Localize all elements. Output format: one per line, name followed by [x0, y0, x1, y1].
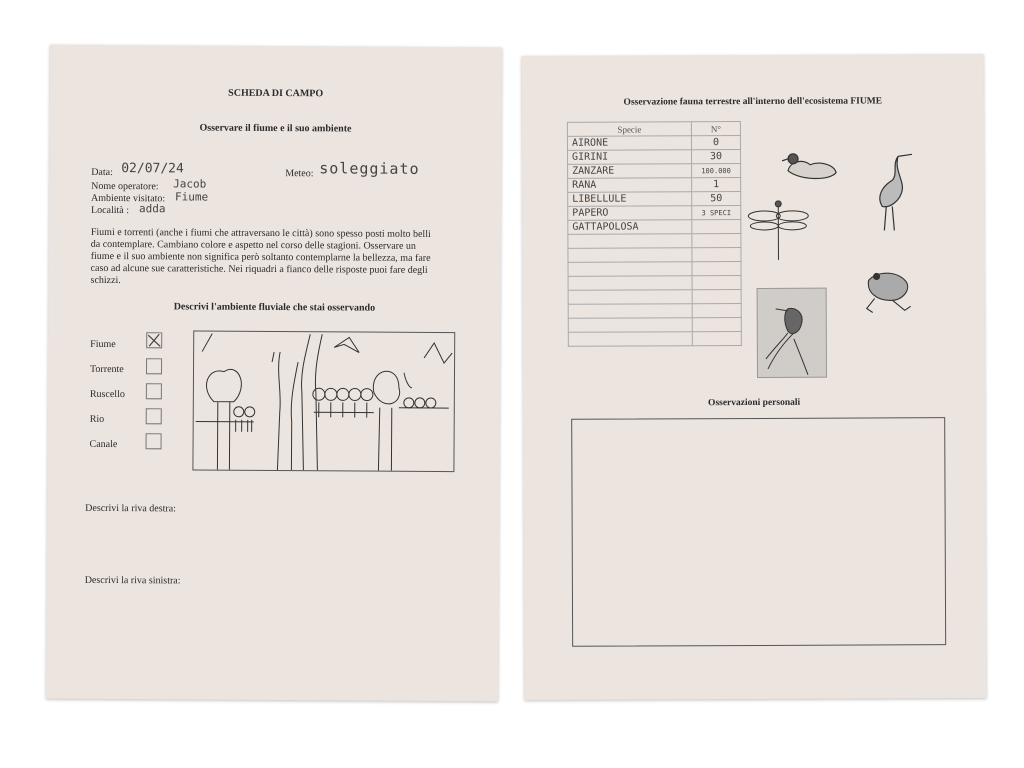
table-row: [568, 276, 741, 291]
locality-value: adda: [138, 202, 166, 216]
table-row: [568, 318, 741, 333]
frog-illustration: [863, 262, 915, 314]
species-cell: [568, 290, 692, 305]
section-title: Descrivi l'ambiente fluviale che stai osservando: [173, 301, 376, 314]
count-cell: [692, 318, 741, 332]
table-row: [568, 178, 741, 193]
checkmark-x-icon: [147, 333, 161, 347]
option-label-canale: Canale: [89, 438, 118, 451]
dragonfly-illustration: [746, 198, 810, 264]
table-row: [568, 164, 741, 179]
species-cell: [568, 332, 692, 347]
personal-observations-box[interactable]: [571, 417, 946, 647]
weather-label: Meteo:: [285, 168, 314, 180]
table-row: [568, 262, 741, 277]
count-cell: 30: [692, 150, 741, 164]
option-label-torrente: Torrente: [89, 363, 124, 376]
species-cell: [568, 234, 692, 249]
date-label: Data:: [91, 166, 113, 179]
table-row: [568, 248, 741, 263]
option-label-fiume: Fiume: [90, 338, 116, 351]
count-cell: [692, 332, 741, 346]
fauna-sheet-page: [522, 54, 987, 700]
checkbox-torrente[interactable]: [146, 358, 162, 374]
species-cell: ZANZARE: [568, 164, 692, 179]
table-row: [568, 150, 741, 165]
left-bank-label: Descrivi la riva sinistra:: [84, 574, 181, 587]
option-label-rio: Rio: [89, 413, 105, 425]
sketch-box[interactable]: [192, 331, 455, 473]
species-cell: LIBELLULE: [568, 192, 692, 207]
count-cell: [692, 234, 741, 248]
option-label-ruscello: Ruscello: [89, 388, 125, 401]
sheet-subtitle: Osservare il fiume e il suo ambiente: [199, 122, 352, 135]
table-row: [568, 332, 741, 347]
table-row: [568, 192, 741, 207]
count-cell: [692, 290, 741, 304]
table-row: [568, 206, 741, 221]
weather-value: soleggiato: [319, 159, 420, 178]
count-cell: 1: [692, 178, 741, 192]
species-cell: [568, 276, 692, 291]
count-cell: [692, 262, 741, 276]
field-sheet-page: [46, 45, 502, 702]
col-count-header: N°: [691, 122, 740, 136]
personal-observations-title: Osservazioni personali: [708, 397, 801, 409]
environment-label: Ambiente visitato:: [91, 192, 166, 205]
count-cell: [692, 220, 741, 234]
intro-line: fiume e il suo ambiente non significa però soltanto contemplarne la bellezza, ma fare: [90, 250, 431, 264]
kingfisher-illustration: [757, 288, 827, 378]
table-row: [568, 220, 741, 235]
fauna-title: Osservazione fauna terrestre all'interno dell'ecosistema FIUME: [623, 96, 883, 108]
table-row: [568, 304, 741, 319]
species-cell: [568, 318, 692, 333]
environment-value: Fiume: [175, 190, 209, 204]
count-cell: 50: [692, 192, 741, 206]
count-cell: [692, 304, 741, 318]
locality-label: Località :: [90, 204, 130, 217]
fauna-table: [567, 121, 742, 347]
checkbox-canale[interactable]: [146, 433, 162, 449]
intro-text: [91, 227, 471, 289]
species-cell: [568, 248, 692, 263]
count-cell: [692, 276, 741, 290]
checkbox-fiume[interactable]: [146, 332, 162, 348]
table-row: [567, 136, 740, 151]
checkbox-rio[interactable]: [146, 408, 162, 424]
species-cell: PAPERO: [568, 206, 692, 221]
table-row: [568, 234, 741, 249]
table-header-row: [567, 122, 740, 137]
checkbox-ruscello[interactable]: [146, 383, 162, 399]
count-cell: 3 SPECI: [692, 206, 741, 220]
sheet-title: SCHEDA DI CAMPO: [228, 87, 324, 100]
species-cell: [568, 262, 692, 277]
intro-line: schizzi.: [90, 274, 121, 287]
count-cell: 100.000: [692, 164, 741, 178]
intro-line: da contemplare. Cambiano colore e aspetto nel corso delle stagioni. Osservare un: [90, 238, 416, 252]
table-row: [568, 290, 741, 305]
operator-label: Nome operatore:: [91, 180, 159, 193]
duck-illustration: [780, 149, 840, 185]
right-bank-label: Descrivi la riva destra:: [85, 502, 176, 515]
intro-line: caso ad alcune sue caratteristiche. Nei riquadri a fianco delle risposte puoi fare degli: [90, 262, 428, 276]
heron-illustration: [868, 150, 916, 232]
date-value: 02/07/24: [121, 161, 184, 177]
operator-value: Jacob: [173, 177, 207, 191]
col-species-header: Specie: [567, 122, 691, 137]
count-cell: 0: [691, 136, 740, 150]
species-cell: AIRONE: [567, 136, 691, 151]
intro-line: Fiumi e torrenti (anche i fiumi che attraversano le città) sono spesso posti molto belli: [90, 226, 431, 240]
species-cell: GIRINI: [568, 150, 692, 165]
count-cell: [692, 248, 741, 262]
species-cell: [568, 304, 692, 319]
species-cell: GATTAPOLOSA: [568, 220, 692, 235]
river-sketch-drawing: [193, 332, 454, 472]
species-cell: RANA: [568, 178, 692, 193]
